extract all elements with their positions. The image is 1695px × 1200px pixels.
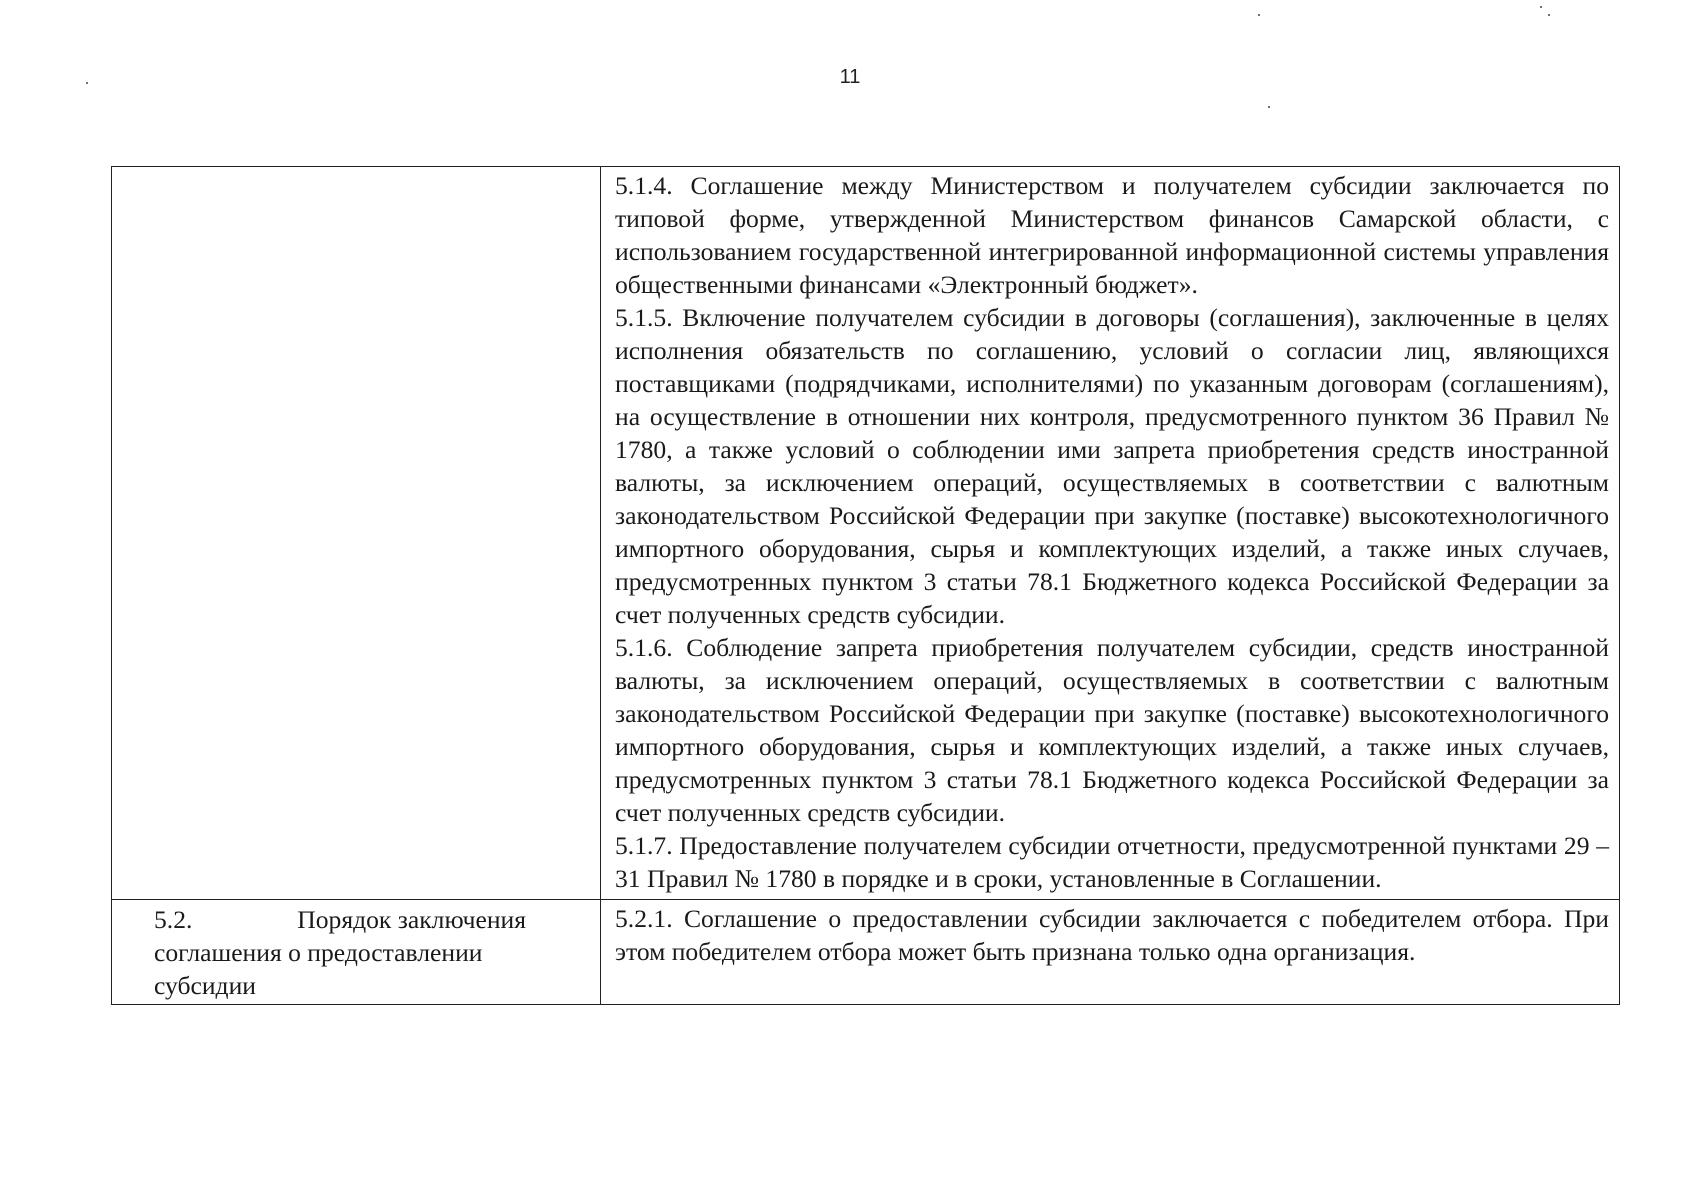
scan-speck	[86, 82, 88, 84]
paragraph-5-1-5: 5.1.5. Включение получателем субсидии в договоры (соглашения), заключенные в целях исполнения обязательств по соглашению, условий о согласии лиц, являющихся поставщиками (подрядчиками, исполнителями) по указанным договорам (соглашениям), на осуществление в отношении них контроля, предусмотренного пунктом 36 Правил № 1780, а также условий о соблюдении ими запрета приобретения средств иностранной валюты, за исключением операций, осуществляемых в соответствии с валютным законодательством Российской Федерации при закупке (поставке) высокотехнологичного импортного оборудования, сырья и комплектующих изделий, а также иных случаев, предусмотренных пунктом 3 статьи 78.1 Бюджетного кодекса Российской Федерации за счет полученных средств субсидии.	[615, 303, 1609, 629]
table-cell-text	[601, 900, 1620, 1005]
table-row	[112, 167, 1620, 900]
paragraph-5-1-6: 5.1.6. Соблюдение запрета приобретения получателем субсидии, средств иностранной валюты, за исключением операций, осуществляемых в соответствии с валютным законодательством Российской Федерации при закупке (поставке) высокотехнологичного импортного оборудования, сырья и комплектующих изделий, а также иных случаев, предусмотренных пунктом 3 статьи 78.1 Бюджетного кодекса Российской Федерации за счет полученных средств субсидии.	[615, 633, 1609, 827]
table-cell-heading	[112, 900, 601, 1005]
page-number: 11	[839, 66, 861, 88]
section-title-line2: соглашения о предоставлении	[154, 938, 483, 967]
table-cell-empty	[112, 167, 601, 900]
section-title-line3: субсидии	[154, 971, 256, 1000]
scan-speck	[1548, 14, 1550, 16]
scan-speck	[1268, 106, 1270, 108]
section-title-line1: Порядок заключения	[297, 905, 526, 934]
table-row	[112, 900, 1620, 1005]
scan-speck	[1258, 14, 1260, 16]
table-cell-text	[601, 167, 1620, 900]
scan-speck	[1540, 6, 1542, 8]
paragraph-5-1-4: 5.1.4. Соглашение между Министерством и получателем субсидии заключается по типовой форме, утвержденной Министерством финансов Самарской области, с использованием государственной интегрированной информационной системы управления общественными финансами «Электронный бюджет».	[615, 171, 1609, 299]
paragraph-5-1-7: 5.1.7. Предоставление получателем субсидии отчетности, предусмотренной пунктами 29 – 31 Правил № 1780 в порядке и в сроки, установленные в Соглашении.	[615, 831, 1609, 893]
paragraph-5-2-1: 5.2.1. Соглашение о предоставлении субсидии заключается с победителем отбора. При этом победителем отбора может быть признана только одна организация.	[615, 904, 1609, 966]
section-number: 5.2.	[154, 905, 193, 934]
content-table	[111, 166, 1620, 1005]
